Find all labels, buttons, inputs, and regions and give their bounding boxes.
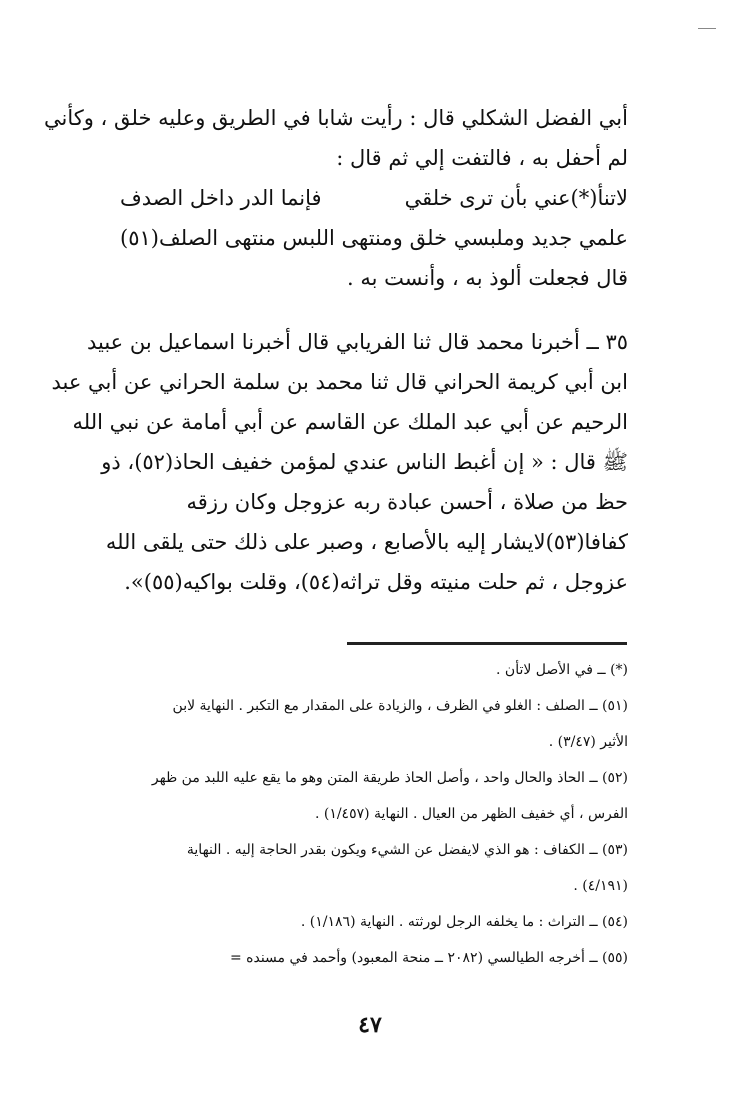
hadith-line: عزوجل ، ثم حلت منيته وقل تراثه(٥٤)، وقلت بواكيه(٥٥)».: [124, 570, 628, 594]
page-number: ٤٧: [358, 1012, 382, 1038]
hadith-line: ابن أبي كريمة الحراني قال ثنا محمد بن سلمة الحراني عن أبي عبد: [51, 370, 628, 394]
poem-verse: [120, 178, 628, 218]
verse-first-hemistich: لاتنأ(*)عني بأن ترى خلقي: [404, 186, 628, 210]
verse-second-hemistich: فإنما الدر داخل الصدف: [120, 186, 322, 210]
footnotes: [116, 652, 628, 976]
passage-line: أبي الفضل الشكلي قال : رأيت شابا في الطريق وعليه خلق ، وكأني: [43, 106, 628, 130]
hadith-line: ﷺ قال : « إن أغبط الناس عندي لمؤمن خفيف الحاذ(٥٢)، ذو: [101, 450, 628, 474]
hadith-line: الرحيم عن أبي عبد الملك عن القاسم عن أبي أمامة عن نبي الله: [72, 410, 628, 434]
footnote-line: (٥٣) ــ الكفاف : هو الذي لايفضل عن الشيء ويكون بقدر الحاجة إليه . النهاية: [186, 842, 628, 858]
verse-first-hemistich: علمي جديد وملبسي خلق: [409, 226, 628, 250]
footnote-line: (٤/١٩١) .: [573, 878, 628, 894]
hadith-line: حظ من صلاة ، أحسن عبادة ربه عزوجل وكان رزقه: [186, 490, 628, 514]
footnote-line: (٥١) ــ الصلف : الغلو في الظرف ، والزيادة على المقدار مع التكبر . النهاية لابن: [172, 698, 628, 714]
footnote-separator: [347, 642, 627, 645]
hadith-line: كفافا(٥٣)لايشار إليه بالأصابع ، وصبر على ذلك حتى يلقى الله: [105, 530, 628, 554]
footnote-line: (٥٢) ــ الحاذ والحال واحد ، وأصل الحاذ طريقة المتن وهو ما يقع عليه اللبد من ظهر: [151, 770, 628, 786]
footnote-line: الأثير (٣/٤٧) .: [548, 734, 628, 750]
passage-line: قال فجعلت ألوذ به ، وأنست به .: [347, 266, 628, 290]
footnote-line: (*) ــ في الأصل لاتأن .: [496, 662, 628, 678]
passage-line: لم أحفل به ، فالتفت إلي ثم قال :: [336, 146, 628, 170]
footnote-line: (٥٤) ــ التراث : ما يخلفه الرجل لورثته . النهاية (١/١٨٦) .: [300, 914, 628, 930]
corner-mark: [698, 28, 716, 29]
footnote-line: الفرس ، أي خفيف الظهر من العيال . النهاية (١/٤٥٧) .: [314, 806, 628, 822]
hadith-35: [51, 322, 628, 602]
poem-verse: [120, 218, 628, 258]
passage-top: [43, 98, 628, 298]
hadith-line: ٣٥ ــ أخبرنا محمد قال ثنا الفريابي قال أخبرنا اسماعيل بن عبيد: [86, 330, 628, 354]
verse-second-hemistich: ومنتهى اللبس منتهى الصلف(٥١): [120, 226, 403, 250]
footnote-line: (٥٥) ــ أخرجه الطيالسي (٢٠٨٢ ــ منحة المعبود) وأحمد في مسنده =: [229, 950, 628, 966]
